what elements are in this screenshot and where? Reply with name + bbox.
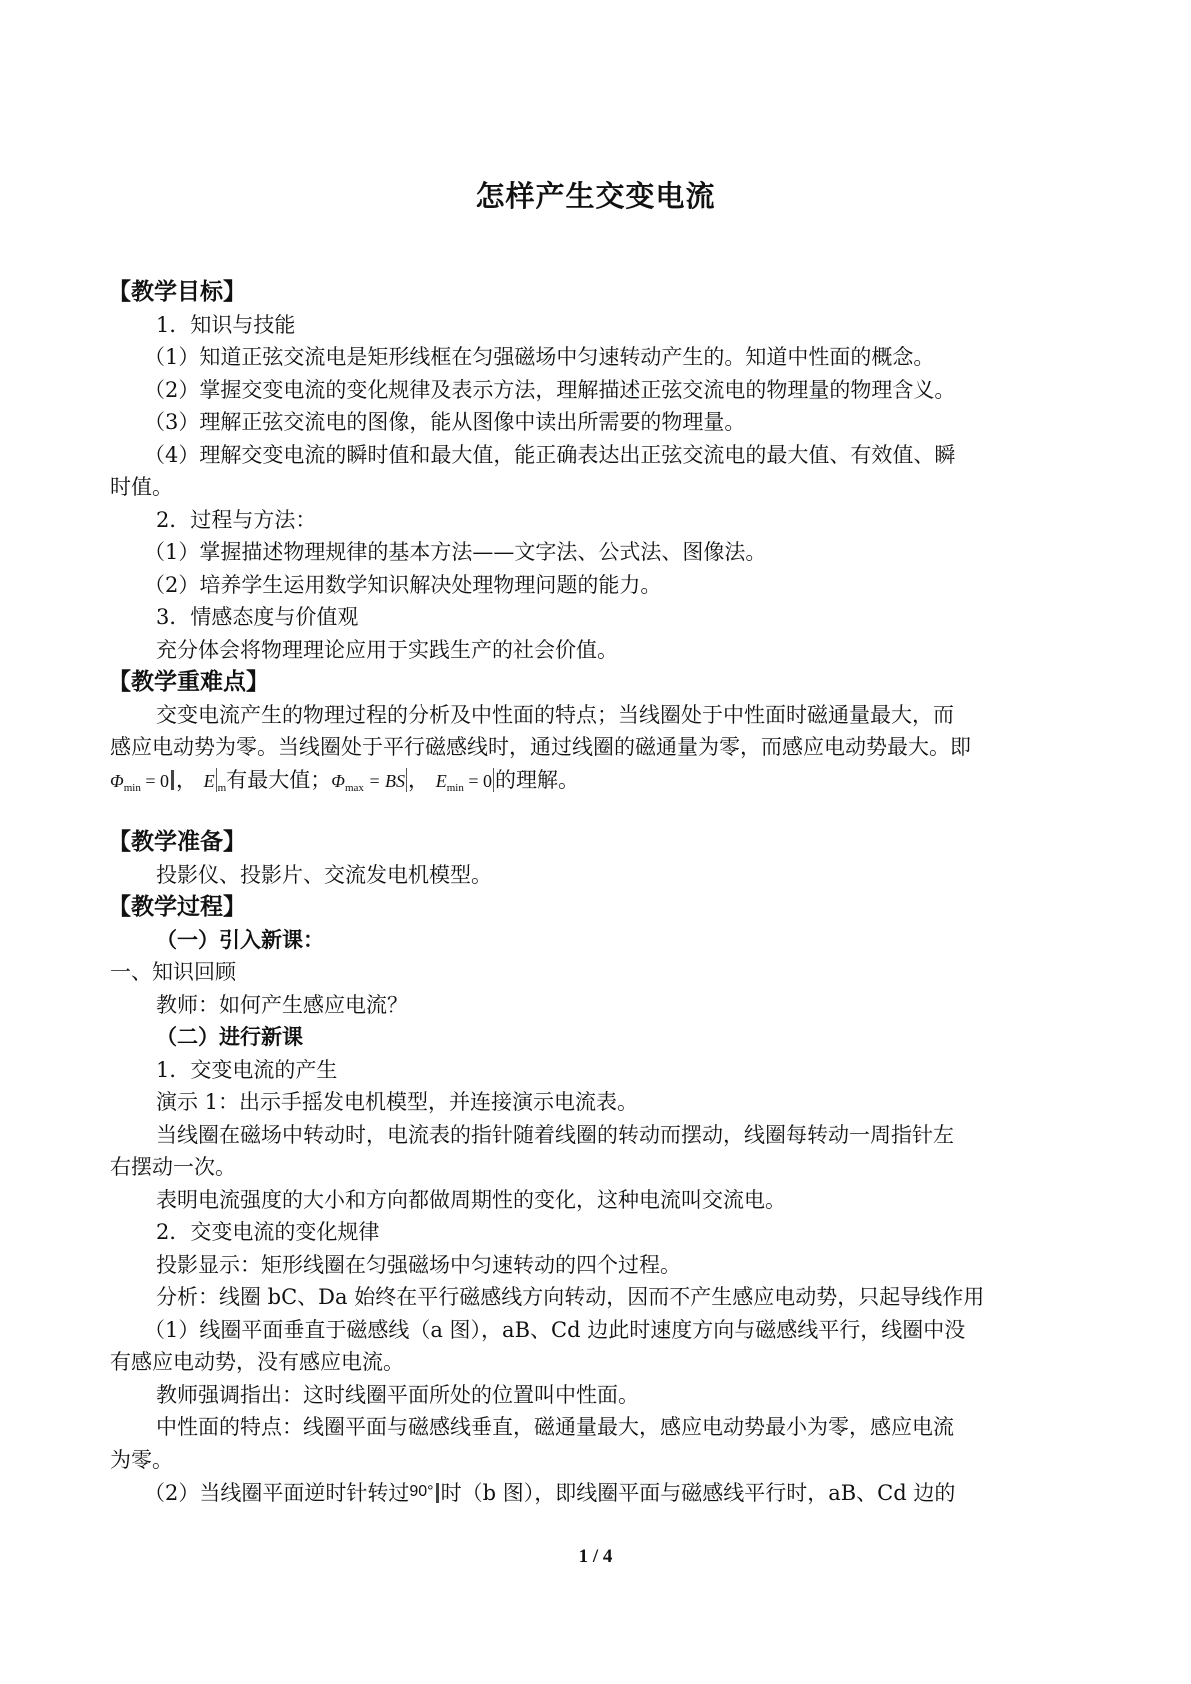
paragraph: 中性面的特点：线圈平面与磁感线垂直，磁通量最大，感应电动势最小为零，感应电流	[156, 1415, 954, 1439]
subheading: （一）引入新课：	[156, 926, 324, 952]
formula-phi-max: $\Phi_{max}$ = BS	[331, 770, 406, 794]
paragraph: 教师：如何产生感应电流？	[156, 992, 408, 1017]
paragraph: （2）掌握交变电流的变化规律及表示方法，理解描述正弦交流电的物理量的物理含义。	[144, 377, 956, 402]
paragraph: 2．过程与方法：	[156, 507, 317, 532]
section-heading-keypoints: 【教学重难点】	[108, 668, 269, 695]
document-title: 怎样产生交变电流	[475, 179, 716, 213]
paragraph: （1）知道正弦交流电是矩形线框在匀强磁场中匀速转动产生的。知道中性面的概念。	[144, 345, 935, 369]
paragraph: 1．交变电流的产生	[156, 1057, 338, 1082]
paragraph: 感应电动势为零。当线圈处于平行磁感线时，通过线圈的磁通量为零，而感应电动势最大。即	[110, 735, 971, 759]
paragraph: 有感应电动势，没有感应电流。	[110, 1350, 404, 1374]
paragraph: （1）线圈平面垂直于磁感线（a 图），aB、Cd 边此时速度方向与磁感线平行，线圈中没	[144, 1317, 966, 1342]
paragraph: 投影仪、投影片、交流发电机模型。	[156, 862, 492, 887]
paragraph: 1．知识与技能	[156, 312, 296, 337]
paragraph: 教师强调指出：这时线圈平面所处的位置叫中性面。	[156, 1382, 639, 1407]
paragraph: （4）理解交变电流的瞬时值和最大值，能正确表达出正弦交流电的最大值、有效值、瞬	[144, 442, 956, 467]
formula-box-marker	[493, 768, 494, 792]
paragraph: 充分体会将物理理论应用于实践生产的社会价值。	[156, 637, 618, 662]
formula-line: $\Phi_{min} = 0$ ， E $_m$有最大值；$\Phi_{max}$ = BS ， $E_{min} = 0$ 的理解。	[110, 767, 580, 794]
paragraph: 一、知识回顾	[110, 960, 236, 984]
paragraph: （2）培养学生运用数学知识解决处理物理问题的能力。	[144, 572, 662, 597]
formula-box-marker	[406, 768, 407, 792]
paragraph: （1）掌握描述物理规律的基本方法——文字法、公式法、图像法。	[144, 540, 767, 564]
paragraph: 分析：线圈 bC、Da 始终在平行磁感线方向转动，因而不产生感应电动势，只起导线作用	[156, 1285, 985, 1309]
paragraph: 投影显示：矩形线圈在匀强磁场中匀速转动的四个过程。	[156, 1252, 681, 1277]
paragraph: 右摆动一次。	[110, 1155, 236, 1179]
formula-e-max: E $_m$	[204, 771, 227, 791]
paragraph: 时值。	[110, 475, 173, 499]
paragraph: 2．交变电流的变化规律	[156, 1220, 380, 1244]
section-heading-process: 【教学过程】	[108, 893, 246, 920]
paragraph: 当线圈在磁场中转动时，电流表的指针随着线圈的转动而摆动，线圈每转动一周指针左	[156, 1122, 954, 1147]
formula-phi-min: $\Phi_{min} = 0$	[110, 770, 169, 794]
paragraph: 交变电流产生的物理过程的分析及中性面的特点；当线圈处于中性面时磁通量最大，而	[156, 702, 954, 727]
formula-box-marker	[171, 770, 174, 790]
paragraph: （3）理解正弦交流电的图像，能从图像中读出所需要的物理量。	[144, 410, 746, 434]
formula-e-min: $E_{min} = 0$	[435, 770, 493, 794]
paragraph: 为零。	[110, 1447, 173, 1472]
page-number: 1 / 4	[578, 1546, 613, 1567]
paragraph: 表明电流强度的大小和方向都做周期性的变化，这种电流叫交流电。	[156, 1187, 786, 1212]
paragraph: （2）当线圈平面逆时针转过90° 时（b 图），即线圈平面与磁感线平行时，aB、Cd 边的	[144, 1481, 956, 1505]
angle-value: 90°	[409, 1483, 434, 1500]
section-heading-prep: 【教学准备】	[108, 828, 246, 855]
paragraph: 3．情感态度与价值观	[156, 605, 359, 629]
paragraph: 演示 1：出示手摇发电机模型，并连接演示电流表。	[156, 1090, 639, 1114]
section-heading-objectives: 【教学目标】	[108, 278, 246, 305]
subheading: （二）进行新课	[156, 1024, 303, 1049]
formula-box-marker	[436, 1483, 439, 1503]
document-body	[110, 276, 1090, 1510]
